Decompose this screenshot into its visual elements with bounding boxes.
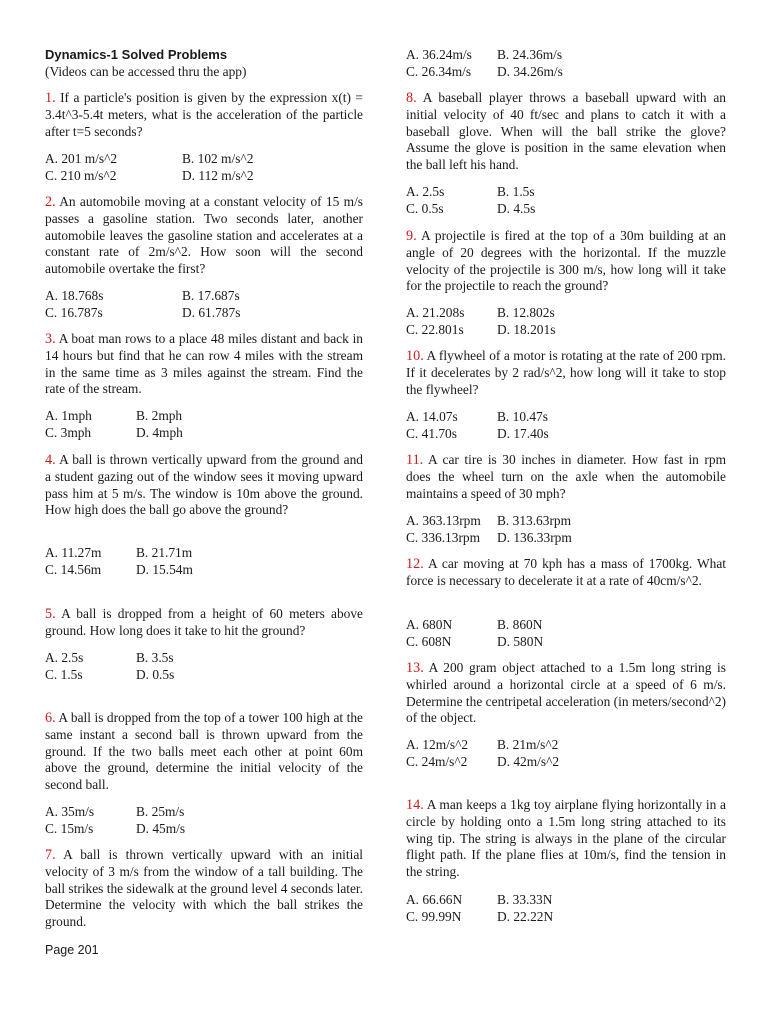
option-b: B. 3.5s [136, 650, 174, 665]
question-text: A ball is thrown vertically upward with an initial velocity of 3 m/s from the window of a tall building. The ball strikes the sidewalk at the ground level 4 seconds later. Determine the velocity with which the ball strikes the ground. [45, 847, 363, 930]
option-d: D. 15.54m [136, 561, 193, 577]
question-number: 1. [45, 90, 56, 106]
option-a: A. 680N [406, 617, 453, 632]
options-4 [45, 545, 193, 579]
option-a: A. 14.07s [406, 409, 458, 424]
option-a: A. 201 m/s^2 [45, 151, 118, 166]
option-c: C. 99.99N [406, 908, 462, 924]
question-text: A ball is dropped from a height of 60 meters above ground. How long does it take to hit the ground? [45, 606, 363, 638]
option-a: A. 18.768s [45, 288, 104, 303]
option-c: C. 16.787s [45, 304, 103, 320]
option-b: B. 860N [497, 617, 543, 632]
question-number: 9. [406, 228, 417, 244]
options-10 [406, 409, 549, 443]
option-a: A. 1mph [45, 408, 92, 423]
question-text: If a particle's position is given by the expression x(t) = 3.4t^3-5.4t meters, what is the acceleration of the particle after t=5 seconds? [45, 90, 363, 139]
document-title: Dynamics-1 Solved Problems [45, 47, 228, 62]
question-text: A car moving at 70 kph has a mass of 1700kg. What force is necessary to decelerate it at a rate of 40cm/s^2. [406, 556, 726, 588]
option-d: D. 136.33rpm [497, 529, 572, 545]
question-5 [45, 606, 363, 640]
question-number: 11. [406, 452, 424, 468]
options-8 [406, 184, 535, 218]
question-text: A man keeps a 1kg toy airplane flying horizontally in a circle by holding onto a 1.5m long string attached to its wing tip. The string is always in the plane of the circular flight path. If the plane flies at 10m/s, find the tension in the string. [406, 797, 727, 880]
option-d: D. 61.787s [182, 304, 241, 320]
question-11 [406, 452, 726, 502]
option-c: C. 3mph [45, 424, 92, 440]
option-d: D. 580N [497, 633, 544, 649]
options-6 [45, 804, 185, 838]
option-a: A. 2.5s [45, 650, 84, 665]
options-12 [406, 617, 543, 651]
option-b: B. 24.36m/s [497, 47, 563, 62]
option-c: C. 0.5s [406, 200, 444, 216]
option-b: B. 12.802s [497, 305, 555, 320]
document-subtitle: (Videos can be accessed thru the app) [45, 63, 247, 79]
question-text: A projectile is fired at the top of a 30m building at an angle of 20 degrees with the horizontal. If the muzzle velocity of the projectile is 300 m/s, how long will it take for the projectile to reach the ground? [406, 228, 726, 294]
option-d: D. 45m/s [136, 820, 186, 836]
question-number: 14. [406, 797, 424, 813]
option-d: D. 34.26m/s [497, 63, 563, 79]
option-a: A. 11.27m [45, 545, 102, 560]
option-b: B. 17.687s [182, 288, 240, 303]
question-10 [406, 348, 726, 398]
question-text: A ball is dropped from the top of a tower 100 high at the same instant a second ball is thrown upward from the ground. If the two balls meet each other at point 60m above the ground, determine the initial velocity of the second ball. [45, 710, 363, 793]
question-number: 8. [406, 90, 417, 106]
option-b: B. 102 m/s^2 [182, 151, 254, 166]
question-text: A boat man rows to a place 48 miles distant and back in 14 hours but find that he can row 4 miles with the stream in the same time as 3 miles against the stream. Find the rate of the stream. [45, 331, 363, 397]
options-13 [406, 737, 559, 771]
option-c: C. 336.13rpm [406, 529, 481, 545]
question-2 [45, 194, 363, 278]
option-d: D. 17.40s [497, 425, 549, 441]
option-b: B. 21.71m [136, 545, 193, 560]
question-number: 5. [45, 606, 56, 622]
question-12 [406, 556, 726, 590]
question-number: 13. [406, 660, 424, 676]
options-9 [406, 305, 555, 339]
question-text: A 200 gram object attached to a 1.5m long string is whirled around a horizontal circle at a speed of 6 m/s. Determine the centripetal acceleration (in meters/second^2) of the object. [406, 660, 726, 726]
question-9 [406, 228, 726, 295]
option-a: A. 36.24m/s [406, 47, 472, 62]
option-a: A. 12m/s^2 [406, 737, 469, 752]
option-a: A. 21.208s [406, 305, 465, 320]
option-b: B. 25m/s [136, 804, 185, 819]
question-number: 7. [45, 847, 56, 863]
option-b: B. 21m/s^2 [497, 737, 559, 752]
page-number: Page 201 [45, 943, 99, 957]
question-1 [45, 90, 363, 140]
option-a: A. 66.66N [406, 892, 463, 907]
option-d: D. 112 m/s^2 [182, 167, 254, 183]
question-number: 10. [406, 348, 424, 364]
question-number: 2. [45, 194, 56, 210]
option-c: C. 22.801s [406, 321, 464, 337]
question-number: 12. [406, 556, 424, 572]
option-c: C. 14.56m [45, 561, 102, 577]
option-b: B. 2mph [136, 408, 183, 423]
option-a: A. 363.13rpm [406, 513, 481, 528]
question-13 [406, 660, 726, 727]
option-d: D. 4.5s [497, 200, 536, 216]
option-b: B. 10.47s [497, 409, 548, 424]
question-8 [406, 90, 726, 174]
question-7 [45, 847, 363, 931]
page-header [45, 47, 246, 80]
option-c: C. 41.70s [406, 425, 457, 441]
question-text: An automobile moving at a constant velocity of 15 m/s passes a gasoline station. Two seconds later, another automobile leaves the gasoline station and accelerates at a constant rate of 2m/s^2. How soon will the second automobile overtake the first? [45, 194, 363, 277]
options-14 [406, 892, 553, 926]
option-a: A. 35m/s [45, 804, 95, 819]
options-1 [45, 151, 254, 185]
option-c: C. 210 m/s^2 [45, 167, 117, 183]
option-d: D. 42m/s^2 [497, 753, 560, 769]
question-6 [45, 710, 363, 794]
option-c: C. 15m/s [45, 820, 94, 836]
option-b: B. 1.5s [497, 184, 535, 199]
option-d: D. 18.201s [497, 321, 556, 337]
options-7 [406, 47, 563, 81]
question-number: 3. [45, 331, 56, 347]
option-d: D. 4mph [136, 424, 183, 440]
question-number: 4. [45, 452, 56, 468]
options-2 [45, 288, 240, 322]
option-b: B. 313.63rpm [497, 513, 572, 528]
question-text: A flywheel of a motor is rotating at the rate of 200 rpm. If it decelerates by 2 rad/s^2, how long will it take to stop the flywheel? [406, 348, 726, 397]
option-d: D. 22.22N [497, 908, 554, 924]
option-c: C. 24m/s^2 [406, 753, 468, 769]
option-c: C. 608N [406, 633, 452, 649]
options-11 [406, 513, 572, 547]
question-text: A ball is thrown vertically upward from the ground and a student gazing out of the window sees it moving upward pass him at 5 m/s. The window is 10m above the ground. How high does the ball go above the ground? [45, 452, 364, 518]
question-4 [45, 452, 363, 519]
question-text: A car tire is 30 inches in diameter. How fast in rpm does the wheel turn on the axle when the automobile maintains a speed of 30 mph? [406, 452, 727, 501]
option-a: A. 2.5s [406, 184, 445, 199]
option-c: C. 1.5s [45, 666, 83, 682]
option-d: D. 0.5s [136, 666, 175, 682]
options-3 [45, 408, 183, 442]
option-c: C. 26.34m/s [406, 63, 472, 79]
question-number: 6. [45, 710, 56, 726]
option-b: B. 33.33N [497, 892, 553, 907]
options-5 [45, 650, 174, 684]
question-text: A baseball player throws a baseball upward with an initial velocity of 40 ft/sec and plans to catch it with a baseball glove. When will the ball strike the glove? Assume the glove is position in the same elevation when the ball left his hand. [406, 90, 727, 173]
question-14 [406, 797, 726, 881]
question-3 [45, 331, 363, 398]
